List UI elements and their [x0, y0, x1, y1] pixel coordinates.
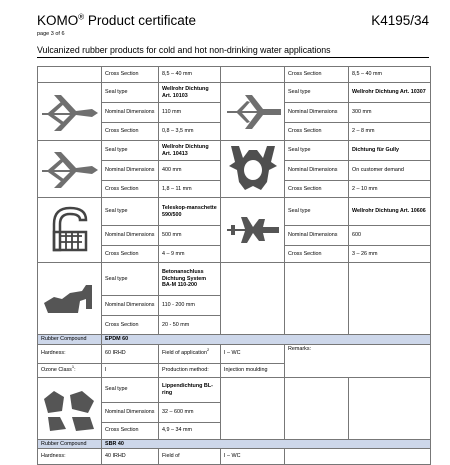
product-image-10103	[38, 83, 102, 141]
field-of-application-label: Field of	[159, 449, 221, 465]
seal-type-label: Seal type	[102, 198, 159, 226]
seal-type-label: Seal type	[285, 198, 349, 226]
page-header	[37, 13, 429, 38]
cross-section-value: 4 – 9 mm	[159, 246, 221, 263]
table-row	[38, 449, 431, 465]
seal-type-label: Seal type	[102, 83, 159, 103]
seal-type-label: Seal type	[102, 263, 159, 296]
cross-section-value: 2 – 8 mm	[349, 123, 431, 141]
brand-name: KOMO	[37, 13, 79, 28]
seal-type-label: Seal type	[285, 83, 349, 103]
nominal-dimensions-value: 32 – 600 mm	[159, 402, 221, 422]
nominal-dimensions-label: Nominal Dimensions	[285, 103, 349, 123]
seal-type-value: Teleskop-manschette 590/500	[159, 198, 221, 226]
seal-type-label: Seal type	[102, 377, 159, 402]
remarks-cell	[285, 449, 431, 465]
ozone-class-label: Ozone Class$^1$:	[38, 363, 102, 377]
cross-section-label: Cross Section	[102, 316, 159, 335]
product-image-betonanschluss	[38, 263, 102, 335]
empty-cell	[221, 263, 285, 335]
cross-section-value: 2 – 10 mm	[349, 181, 431, 198]
production-method-label: Production method:	[159, 363, 221, 377]
rubber-compound-row	[38, 335, 431, 345]
nominal-dimensions-label: Nominal Dimensions	[102, 402, 159, 422]
table-row	[38, 263, 431, 296]
seal-type-value: Wellrohr Dichtung Art. 10307	[349, 83, 431, 103]
nominal-dimensions-label: Nominal Dimensions	[102, 161, 159, 181]
empty-cell	[285, 263, 349, 335]
empty-cell	[221, 377, 285, 439]
nominal-dimensions-value: 110 mm	[159, 103, 221, 123]
product-image-10606	[221, 198, 285, 263]
page-indicator: page 3 of 6	[37, 31, 65, 37]
image-cell	[221, 67, 285, 83]
certificate-title	[37, 13, 429, 29]
seal-type-value: Wellrohr Dichtung Art. 10103	[159, 83, 221, 103]
seal-type-label: Seal type	[102, 141, 159, 161]
product-table	[37, 66, 431, 465]
document-subtitle: Vulcanized rubber products for cold and hot non-drinking water applications	[37, 44, 429, 58]
nominal-dimensions-value: 600	[349, 226, 431, 246]
concrete-seal-icon	[40, 269, 100, 329]
product-image-gully	[221, 141, 285, 198]
nominal-dimensions-value: 400 mm	[159, 161, 221, 181]
product-image-10413	[38, 141, 102, 198]
product-image-10307	[221, 83, 285, 141]
table-row	[38, 344, 431, 363]
footnote-mark: 1	[71, 364, 75, 369]
rubber-compound-row	[38, 439, 431, 449]
production-method-value: Injection moulding	[221, 363, 285, 377]
field-label-text: Field of application	[162, 350, 207, 357]
cross-section-label: Cross Section	[102, 123, 159, 141]
cross-section-value: 20 - 50 mm	[159, 316, 221, 335]
certificate-number: K4195/34	[371, 13, 429, 28]
cross-section-label: Cross Section	[285, 246, 349, 263]
nominal-dimensions-value: 110 - 200 mm	[159, 296, 221, 316]
nominal-dimensions-value: 300 mm	[349, 103, 431, 123]
field-of-application-label	[159, 344, 221, 363]
nominal-dimensions-label: Nominal Dimensions	[285, 226, 349, 246]
table-row	[38, 198, 431, 226]
seal-profile-icon	[40, 87, 100, 137]
cross-section-label: Cross Section	[102, 246, 159, 263]
remarks-cell	[285, 344, 431, 377]
cross-section-label: Cross Section	[285, 123, 349, 141]
cross-section-value: 0,8 – 3,5 mm	[159, 123, 221, 141]
nominal-dimensions-label: Nominal Dimensions	[285, 161, 349, 181]
product-image-bl-ring	[38, 377, 102, 439]
seal-type-value: Dichtung für Gully	[349, 141, 431, 161]
nominal-dimensions-label: Nominal Dimensions	[102, 296, 159, 316]
cross-section-value: 4,9 – 34 mm	[159, 422, 221, 439]
image-cell	[38, 67, 102, 83]
title-text: Product certificate	[84, 13, 196, 28]
rubber-compound-label: Rubber Compound	[38, 335, 102, 345]
remarks-label: Remarks:	[288, 345, 312, 352]
lip-seal-icon	[40, 379, 100, 437]
product-image-teleskop	[38, 198, 102, 263]
nominal-dimensions-label: Nominal Dimensions	[102, 226, 159, 246]
cross-section-value: 3 – 26 mm	[349, 246, 431, 263]
seal-profile-icon	[223, 205, 283, 255]
rubber-compound-value: SBR 40	[102, 439, 431, 449]
cross-section-label: Cross Section	[285, 181, 349, 198]
cross-section-label: Cross Section	[102, 181, 159, 198]
empty-cell	[285, 377, 349, 439]
empty-cell	[349, 377, 431, 439]
seal-type-label: Seal type	[285, 141, 349, 161]
hardness-value: 40 IRHD	[102, 449, 159, 465]
cross-section-value: 8,5 – 40 mm	[349, 67, 431, 83]
hardness-label: Hardness:	[38, 344, 102, 363]
empty-cell	[349, 263, 431, 335]
table-row	[38, 377, 431, 402]
hardness-label: Hardness:	[38, 449, 102, 465]
hardness-value: 60 IRHD	[102, 344, 159, 363]
nominal-dimensions-value: On customer demand	[349, 161, 431, 181]
seal-profile-icon	[40, 144, 100, 194]
cross-section-value: 8,5 – 40 mm	[159, 67, 221, 83]
seal-type-value: Betonanschluss Dichtung System BA-M 110-200	[159, 263, 221, 296]
footnote-mark: 2	[206, 347, 210, 353]
cross-section-label: Cross Section	[285, 67, 349, 83]
gully-seal-icon	[223, 142, 283, 196]
nominal-dimensions-value: 500 mm	[159, 226, 221, 246]
sleeve-seal-icon	[40, 202, 100, 258]
ozone-class-value: I	[102, 363, 159, 377]
rubber-compound-label: Rubber Compound	[38, 439, 102, 449]
seal-type-value: Lippendichtung BL-ring	[159, 377, 221, 402]
table-row	[38, 83, 431, 103]
rubber-compound-value: EPDM 60	[102, 335, 431, 345]
ozone-label-text: Ozone Class	[41, 366, 72, 373]
field-of-application-value: I – WC	[221, 344, 285, 363]
cross-section-value: 1,8 – 11 mm	[159, 181, 221, 198]
registered-mark: ®	[78, 12, 85, 22]
seal-type-value: Wellrohr Dichtung Art. 10413	[159, 141, 221, 161]
table-row	[38, 67, 431, 83]
nominal-dimensions-label: Nominal Dimensions	[102, 103, 159, 123]
seal-type-value: Wellrohr Dichtung Art. 10606	[349, 198, 431, 226]
cross-section-label: Cross Section	[102, 422, 159, 439]
table-row	[38, 141, 431, 161]
field-of-application-value: I – WC	[221, 449, 285, 465]
seal-profile-icon	[223, 87, 283, 137]
cross-section-label: Cross Section	[102, 67, 159, 83]
